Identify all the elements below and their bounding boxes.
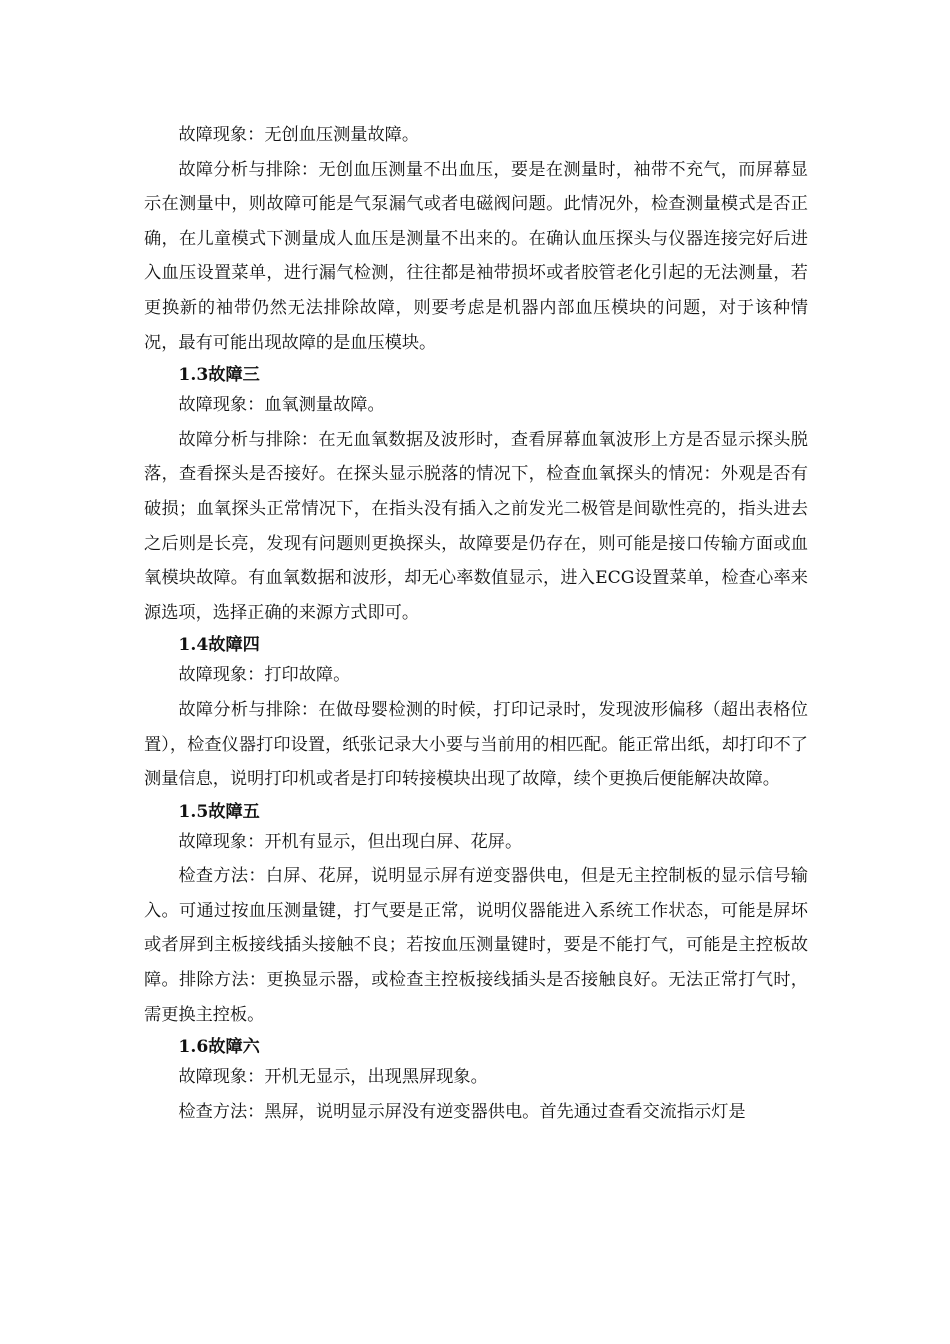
paragraph-print-phenomenon: 故障现象：打印故障。 xyxy=(178,665,351,686)
section-heading-1-6: 1.6故障六 xyxy=(178,1037,260,1058)
section-heading-1-3: 1.3故障三 xyxy=(178,365,260,386)
paragraph-blackscreen-phenomenon: 故障现象：开机无显示，出现黑屏现象。 xyxy=(178,1067,488,1088)
document-body xyxy=(144,118,808,1129)
paragraph-bp-phenomenon: 故障现象：无创血压测量故障。 xyxy=(178,125,420,145)
paragraph-print-analysis: 故障分析与排除：在做母婴检测的时候，打印记录时，发现波形偏移（超出表格位置），检查仪器打印设置，纸张记录大小要与当前用的相匹配。能正常出纸，却打印不了测量信息，说明打印机或者是打印转接模块出现了故障，续个更换后便能解决故障。 xyxy=(144,699,808,790)
paragraph-blackscreen-method: 检查方法：黑屏，说明显示屏没有逆变器供电。首先通过查看交流指示灯是 xyxy=(178,1101,746,1122)
paragraph-spo2-phenomenon: 故障现象：血氧测量故障。 xyxy=(178,395,385,416)
paragraph-bp-analysis: 故障分析与排除：无创血压测量不出血压，要是在测量时，袖带不充气，而屏幕显示在测量中，则故障可能是气泵漏气或者电磁阀问题。此情况外，检查测量模式是否正确，在儿童模式下测量成人血压是测量不出来的。在确认血压探头与仪器连接完好后进入血压设置菜单，进行漏气检测，往往都是袖带损坏或者胶管老化引起的无法测量，若更换新的袖带仍然无法排除故障，则要考虑是机器内部血压模块的问题，对于该种情况，最有可能出现故障的是血压模块。 xyxy=(144,159,808,353)
paragraph-whitescreen-phenomenon: 故障现象：开机有显示，但出现白屏、花屏。 xyxy=(178,831,523,852)
section-heading-1-5: 1.5故障五 xyxy=(178,801,260,822)
section-heading-1-4: 1.4故障四 xyxy=(178,635,260,656)
paragraph-spo2-analysis: 故障分析与排除：在无血氧数据及波形时，查看屏幕血氧波形上方是否显示探头脱落，查看探头是否接好。在探头显示脱落的情况下，检查血氧探头的情况：外观是否有破损；血氧探头正常情况下，在指头没有插入之前发光二极管是间歇性亮的，指头进去之后则是长亮，发现有问题则更换探头，故障要是仍存在，则可能是接口传输方面或血氧模块故障。有血氧数据和波形，却无心率数值显示，进入ECG设置菜单，检查心率来源选项，选择正确的来源方式即可。 xyxy=(144,429,808,623)
paragraph-whitescreen-method: 检查方法：白屏、花屏，说明显示屏有逆变器供电，但是无主控制板的显示信号输入。可通过按血压测量键，打气要是正常，说明仪器能进入系统工作状态，可能是屏坏或者屏到主板接线插头接触不良；若按血压测量键时，要是不能打气，可能是主控板故障。排除方法：更换显示器，或检查主控板接线插头是否接触良好。无法正常打气时，需更换主控板。 xyxy=(144,866,808,1025)
